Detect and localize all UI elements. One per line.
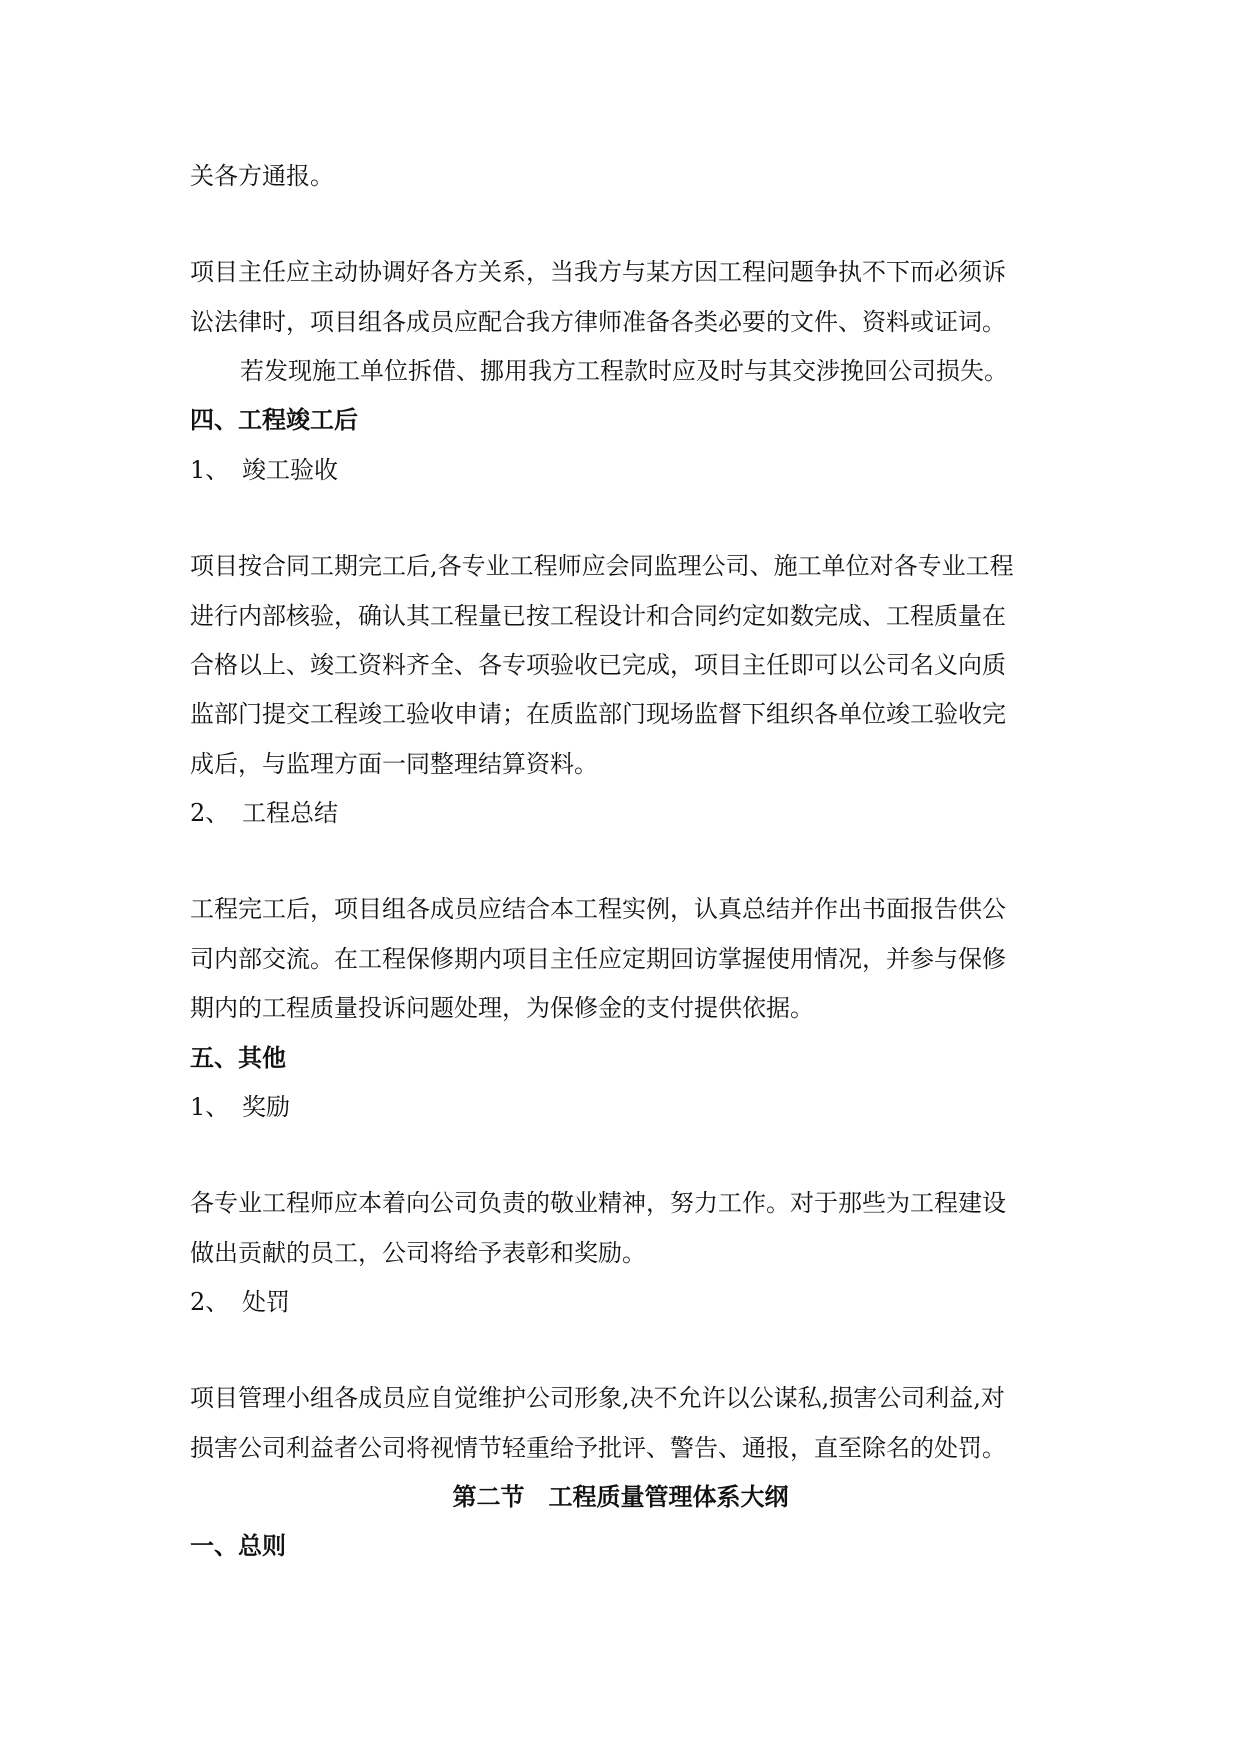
paragraph-line: 监部门提交工程竣工验收申请；在质监部门现场监督下组织各单位竣工验收完 bbox=[190, 700, 1006, 728]
list-item bbox=[190, 797, 338, 829]
section-heading: 四、工程竣工后 bbox=[190, 406, 358, 434]
list-label: 处罚 bbox=[242, 1288, 290, 1316]
paragraph-line: 关各方通报。 bbox=[190, 162, 334, 190]
paragraph-line: 各专业工程师应本着向公司负责的敬业精神，努力工作。对于那些为工程建设 bbox=[190, 1189, 1006, 1217]
paragraph-line: 损害公司利益者公司将视情节轻重给予批评、警告、通报，直至除名的处罚。 bbox=[190, 1434, 1006, 1462]
paragraph-line: 进行内部核验，确认其工程量已按工程设计和合同约定如数完成、工程质量在 bbox=[190, 602, 1006, 630]
list-label: 竣工验收 bbox=[242, 456, 338, 484]
list-number: 1、 bbox=[190, 456, 230, 484]
list-number: 2、 bbox=[190, 799, 230, 827]
list-number: 1、 bbox=[190, 1093, 230, 1121]
paragraph-line: 期内的工程质量投诉问题处理，为保修金的支付提供依据。 bbox=[190, 994, 814, 1022]
paragraph-line: 司内部交流。在工程保修期内项目主任应定期回访掌握使用情况，并参与保修 bbox=[190, 945, 1006, 973]
list-item bbox=[190, 1091, 290, 1123]
section-heading: 一、总则 bbox=[190, 1532, 286, 1560]
paragraph-line: 若发现施工单位拆借、挪用我方工程款时应及时与其交涉挽回公司损失。 bbox=[240, 357, 1008, 385]
list-item bbox=[190, 454, 338, 486]
list-number: 2、 bbox=[190, 1288, 230, 1316]
paragraph-line: 成后，与监理方面一同整理结算资料。 bbox=[190, 750, 598, 778]
paragraph-line: 工程完工后，项目组各成员应结合本工程实例，认真总结并作出书面报告供公 bbox=[190, 895, 1006, 923]
paragraph-line: 项目主任应主动协调好各方关系，当我方与某方因工程问题争执不下而必须诉 bbox=[190, 258, 1006, 286]
paragraph-line: 讼法律时，项目组各成员应配合我方律师准备各类必要的文件、资料或证词。 bbox=[190, 308, 1006, 336]
paragraph-line: 合格以上、竣工资料齐全、各专项验收已完成，项目主任即可以公司名义向质 bbox=[190, 651, 1006, 679]
list-item bbox=[190, 1286, 290, 1318]
list-label: 奖励 bbox=[242, 1093, 290, 1121]
list-label: 工程总结 bbox=[242, 799, 338, 827]
paragraph-line: 做出贡献的员工，公司将给予表彰和奖励。 bbox=[190, 1239, 646, 1267]
section-heading: 五、其他 bbox=[190, 1044, 286, 1072]
paragraph-line: 项目管理小组各成员应自觉维护公司形象,决不允许以公谋私,损害公司利益,对 bbox=[190, 1384, 1005, 1412]
paragraph-line: 项目按合同工期完工后,各专业工程师应会同监理公司、施工单位对各专业工程 bbox=[190, 552, 1014, 580]
chapter-title: 第二节 工程质量管理体系大纲 bbox=[452, 1483, 789, 1511]
